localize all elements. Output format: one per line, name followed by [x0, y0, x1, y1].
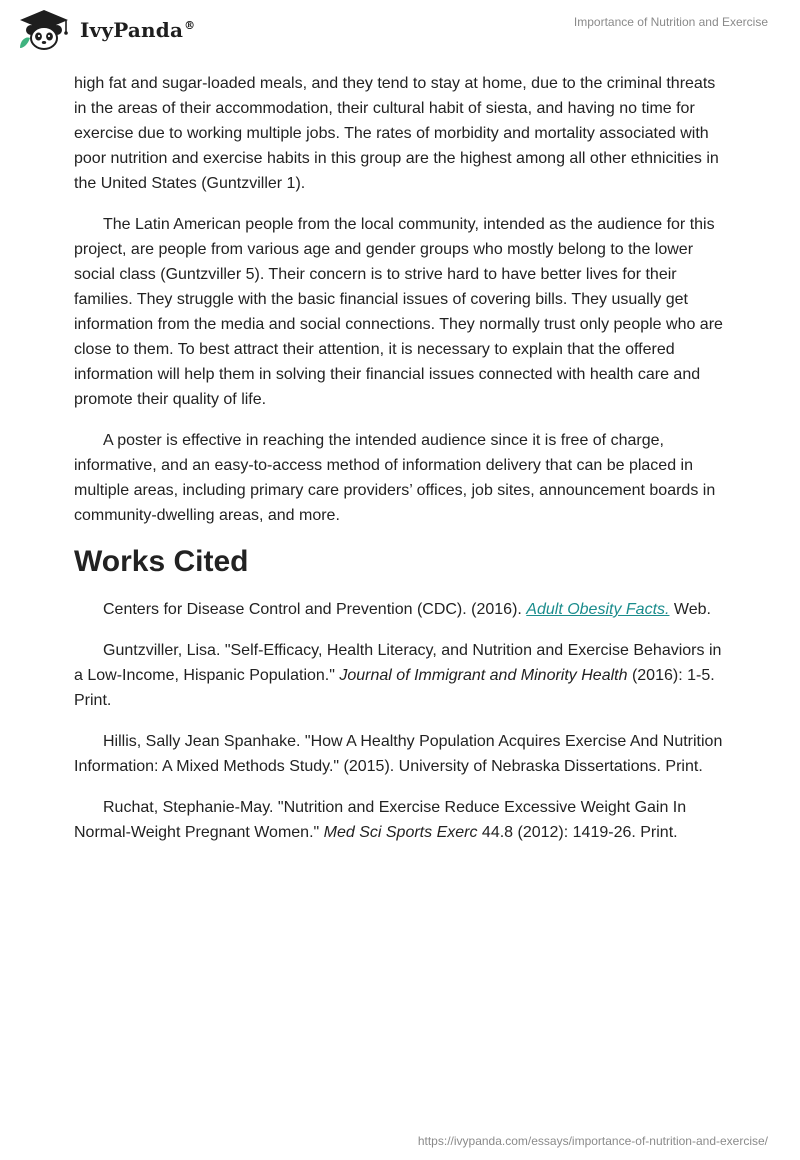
citation-guntzviller-text: Guntzviller, Lisa. "Self-Efficacy, Health Literacy, and Nutrition and Exercise Behaviors in a Low-Income, Hispanic Population."	[74, 642, 722, 684]
document-title: Importance of Nutrition and Exercise	[573, 15, 768, 29]
citation-guntzviller	[74, 638, 730, 713]
page-header	[0, 0, 800, 62]
brand-name-text: IvyPanda	[80, 18, 184, 42]
citation-hillis: Hillis, Sally Jean Spanhake. "How A Healthy Population Acquires Exercise And Nutrition Information: A Mixed Methods Study." (2015). University of Nebraska Dissertations. Print.	[74, 733, 723, 775]
citation-cdc-text: Centers for Disease Control and Prevention (CDC). (2016).	[103, 601, 527, 618]
paragraph-continued: high fat and sugar-loaded meals, and they tend to stay at home, due to the criminal threats in the areas of their accommodation, their cultural habit of siesta, and having no time for exercise due to working multiple jobs. The rates of morbidity and mortality associated with poor nutrition and exercise habits in this group are the highest among all other ethnicities in the United States (Guntzviller 1).	[74, 75, 719, 192]
source-url[interactable]: https://ivypanda.com/essays/importance-of-nutrition-and-exercise/	[417, 1134, 768, 1148]
citation-guntzviller-journal: Journal of Immigrant and Minority Health	[339, 667, 628, 684]
paragraph-audience: The Latin American people from the local community, intended as the audience for this project, are people from various age and gender groups who mostly belong to the lower social class (Guntzviller 5). Their concern is to strive hard to have better lives for their families. They struggle with the basic financial issues of covering bills. They usually get information from the media and social connections. They normally trust only people who are close to them. To best attract their attention, it is necessary to explain that the offered information will help them in solving their financial issues connected with health care and promote their quality of life.	[74, 216, 723, 408]
citation-cdc-suffix: Web.	[669, 601, 711, 618]
paragraph-poster: A poster is effective in reaching the intended audience since it is free of charge, informative, and an easy-to-access method of information delivery that can be placed in multiple areas, including primary care providers’ offices, job sites, announcement boards in community-dwelling areas, and more.	[74, 432, 716, 524]
citation-ruchat	[74, 795, 730, 845]
essay-content	[74, 71, 730, 861]
works-cited-heading: Works Cited	[74, 545, 249, 578]
brand-logo[interactable]	[14, 8, 195, 52]
registered-mark: ®	[184, 19, 196, 33]
citation-ruchat-text: Ruchat, Stephanie-May. "Nutrition and Exercise Reduce Excessive Weight Gain In Normal-Weight Pregnant Women."	[74, 799, 687, 841]
citation-ruchat-suffix: 44.8 (2012): 1419-26. Print.	[477, 824, 678, 841]
adult-obesity-facts-link[interactable]: Adult Obesity Facts.	[526, 601, 670, 618]
citation-guntzviller-suffix: (2016): 1-5. Print.	[74, 667, 715, 709]
citation-ruchat-journal: Med Sci Sports Exerc	[323, 824, 478, 841]
brand-name	[80, 18, 195, 42]
citation-cdc	[74, 597, 730, 622]
panda-graduate-icon	[14, 8, 74, 52]
